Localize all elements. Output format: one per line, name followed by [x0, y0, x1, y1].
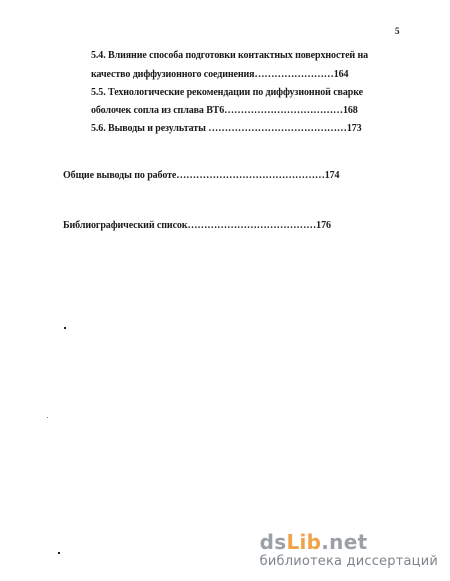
- page-number: 5: [395, 26, 400, 36]
- toc-entry-5-5-title: 5.5. Технологические рекомендации по диффузионной сварке: [91, 87, 363, 98]
- toc-entry-bibliography: Библиографический список…………………………………176: [63, 220, 331, 231]
- scan-speck: [64, 327, 66, 329]
- toc-entry-5-5-continuation: оболочек сопла из сплава ВТ6………………………………168: [91, 105, 358, 116]
- toc-entry-5-4-title: 5.4. Влияние способа подготовки контактных поверхностей на: [91, 50, 369, 61]
- dslib-subtitle: библиотека диссертаций: [259, 554, 438, 569]
- toc-entry-general-conclusions: Общие выводы по работе………………………………………174: [63, 170, 340, 181]
- toc-entry-5-4-continuation: качество диффузионного соединения……………………164: [91, 69, 349, 80]
- toc-entry-5-6: 5.6. Выводы и результаты ……………………………………173: [91, 123, 362, 134]
- logo-lib: Lib: [286, 530, 322, 554]
- scan-speck: [47, 417, 48, 418]
- logo-ds: ds: [259, 530, 287, 554]
- logo-net: .net: [321, 530, 368, 554]
- dslib-watermark: [260, 532, 438, 569]
- dslib-logo: [260, 532, 438, 552]
- scan-speck: [58, 552, 60, 554]
